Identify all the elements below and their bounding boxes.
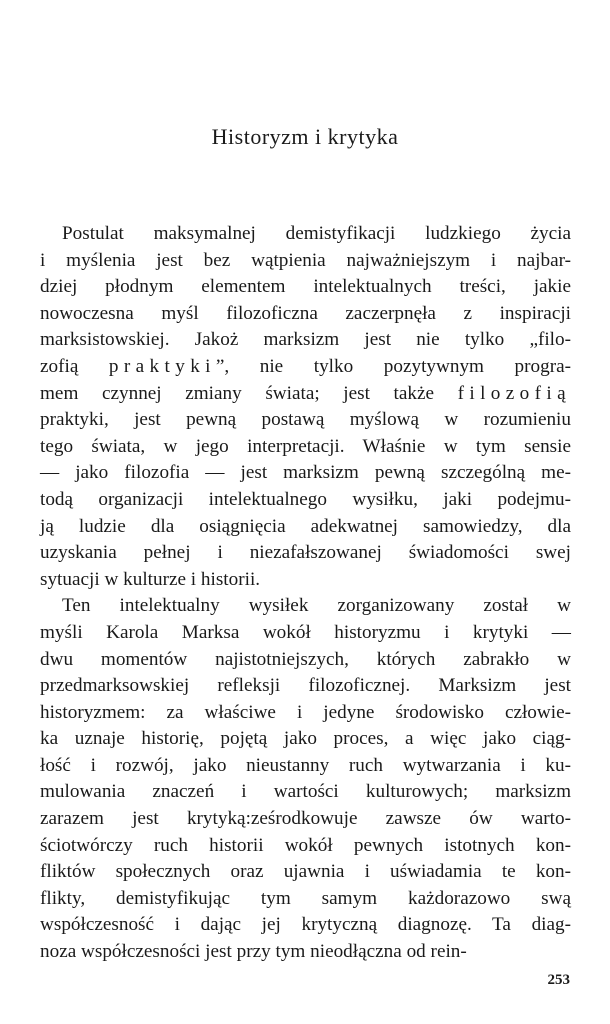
text-segment: mem czynnej zmiany świata; jest także xyxy=(40,382,458,404)
body-text xyxy=(40,221,571,966)
emphasized-word: praktyki xyxy=(108,355,216,377)
text-line: Ten intelektualny wysiłek zorganizowany został w xyxy=(62,595,571,617)
text-line: marksistowskiej. Jakoż marksizm jest nie tylko „filo- xyxy=(40,329,571,351)
text-line: uzyskania pełnej i niezafałszowanej świadomości swej xyxy=(40,542,571,564)
page-number: 253 xyxy=(547,972,570,988)
text-line: mulowania znaczeń i wartości kulturowych; marksizm xyxy=(40,781,571,803)
text-line: praktyki, jest pewną postawą myślową w rozumieniu xyxy=(40,409,571,431)
text-line: nowoczesna myśl filozoficzna zaczerpnęła z inspiracji xyxy=(40,302,571,324)
text-line: przedmarksowskiej refleksji filozoficznej. Marksizm jest xyxy=(40,675,571,697)
text-line: ją ludzie dla osiągnięcia adekwatnej samowiedzy, dla xyxy=(40,515,571,537)
text-segment: ”, nie tylko pozytywnym progra- xyxy=(215,355,571,377)
text-line: łość i rozwój, jako nieustanny ruch wytwarzania i ku- xyxy=(40,754,571,776)
text-line: ka uznaje historię, pojętą jako proces, a więc jako ciąg- xyxy=(40,728,571,750)
text-line: Postulat maksymalnej demistyfikacji ludzkiego życia xyxy=(62,223,571,244)
text-line: fliktów społecznych oraz ujawnia i uświadamia te kon- xyxy=(40,861,571,883)
emphasized-word: filozofią xyxy=(457,382,571,404)
text-line: sytuacji w kulturze i historii. xyxy=(40,568,261,590)
text-line: noza współczesności jest przy tym nieodłączna od rein- xyxy=(40,941,467,963)
text-line: dwu momentów najistotniejszych, których zabrakło w xyxy=(40,648,571,670)
text-line: historyzmem: za właściwe i jedyne środowisko człowie- xyxy=(40,701,571,723)
page-title: Historyzm i krytyka xyxy=(211,124,399,149)
text-line: flikty, demistyfikując tym samym każdorazowo swą xyxy=(40,887,571,909)
text-line: todą organizacji intelektualnego wysiłku, jaki podejmu- xyxy=(40,488,571,510)
text-line: i myślenia jest bez wątpienia najważniejszym i najbar- xyxy=(40,249,571,271)
text-line: tego świata, w jego interpretacji. Właśnie w tym sensie xyxy=(40,435,571,457)
text-segment: zofią xyxy=(40,355,109,377)
text-line: dziej płodnym elementem intelektualnych treści, jakie xyxy=(40,276,571,298)
text-line: ściotwórczy ruch historii wokół pewnych istotnych kon- xyxy=(40,834,571,856)
text-line: myśli Karola Marksa wokół historyzmu i krytyki — xyxy=(40,621,571,643)
text-line: — jako filozofia — jest marksizm pewną szczególną me- xyxy=(40,462,571,484)
text-line xyxy=(40,381,571,408)
text-line xyxy=(40,354,571,381)
text-line: współczesność i dając jej krytyczną diagnozę. Ta diag- xyxy=(40,914,571,936)
text-line: zarazem jest krytyką:ześrodkowuje zawsze ów warto- xyxy=(40,808,571,830)
